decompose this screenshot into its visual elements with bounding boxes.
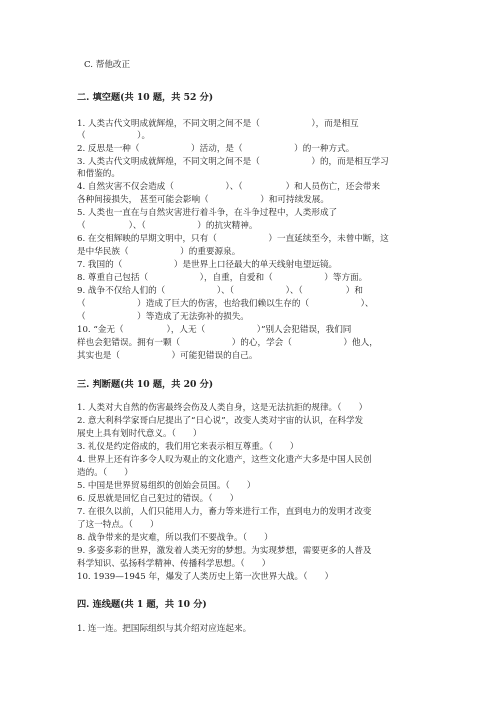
question-line: 2. 意大利科学家哥白尼提出了“日心说”，改变人类对宇宙的认识，在科学发: [77, 416, 364, 426]
question-line: 8. 尊重自己包括（ ），自重，自爱和（ ）等方面。: [77, 273, 368, 283]
question-line: 9. 战争不仅给人们的（ ）、（ ）、（ ）和: [77, 286, 363, 296]
question-line: 4. 自然灾害不仅会造成（ ）、（ ）和人员伤亡，还会带来: [77, 182, 381, 192]
question-line: 其实也是（ ）可能犯错误的自己。: [77, 351, 258, 361]
question-line: 3. 人类古代文明成就辉煌，不同文明之间不是（ ）的，而是相互学习: [77, 157, 389, 167]
question-line: 8. 战争带来的是灾难，所以我们不要战争。（ ）: [77, 533, 273, 543]
question-line: 1. 人类对大自然的伤害最终会伤及人类自身，这是无法抗拒的规律。（ ）: [77, 403, 368, 413]
question-line: 了这一特点。（ ）: [77, 520, 159, 530]
question-line: 7. 我国的（ ）是世界上口径最大的单天线射电望远镜。: [77, 260, 338, 270]
question-line: 科学知识、弘扬科学精神、传播科学思想。（ ）: [77, 559, 271, 569]
question-line: 6. 反思就是回忆自己犯过的错误。（ ）: [77, 494, 239, 504]
section-title-matching: 四. 连线题(共 1 题，共 10 分): [77, 599, 207, 610]
question-line: 3. 礼仪是约定俗成的，我们用它来表示相互尊重。（ ）: [77, 442, 299, 452]
question-line: 4. 世界上还有许多令人叹为观止的文化遗产，这些文化遗产大多是中国人民创: [77, 455, 372, 465]
question-line: 10. 1939—1945 年，爆发了人类历史上第一次世界大战。（ ）: [77, 572, 334, 582]
section-title-true-false: 三. 判断题(共 10 题，共 20 分): [77, 379, 214, 390]
question-line: 9. 多姿多彩的世界，激发着人类无穷的梦想。为实现梦想，需要更多的人普及: [77, 546, 372, 556]
question-line: 2. 反思是一种（ ）活动，是（ ）的一种方式。: [77, 144, 355, 154]
question-line: （ ）。: [77, 131, 151, 141]
answer-option-c: C. 帮他改正: [84, 60, 131, 70]
question-line: 6. 在交相辉映的早期文明中，只有（ ）一直延续至今，未曾中断，这: [77, 234, 389, 244]
section-title-fill-blank: 二. 填空题(共 10 题，共 52 分): [77, 92, 214, 103]
question-line: （ ）、（ ）的抗灾精神。: [77, 221, 258, 231]
question-line: 5. 人类也一直在与自然灾害进行着斗争，在斗争过程中，人类形成了: [77, 208, 338, 218]
question-line: 10. “金无（ ），人无（ ）”别人会犯错误，我们同: [77, 325, 352, 335]
question-line: 是中华民族（ ）的重要源泉。: [77, 247, 241, 257]
question-line: 和借鉴的。: [77, 169, 120, 179]
question-line: （ ）等造成了无法弥补的损失。: [77, 312, 249, 322]
question-line: 1. 人类古代文明成就辉煌，不同文明之间不是（ ），而是相互: [77, 119, 359, 129]
question-line: 造的。（ ）: [77, 468, 133, 478]
question-line: （ ）造成了巨大的伤害，也给我们赖以生存的（ ）、: [77, 299, 374, 309]
question-line: 5. 中国是世界贸易组织的创始会员国。（ ）: [77, 481, 256, 491]
question-line: 样也会犯错误。拥有一颗（ ）的心，学会（ ）他人，: [77, 338, 378, 348]
question-line: 7. 在很久以前，人们只能用人力，畜力等来进行工作，直到电力的发明才改变: [77, 507, 372, 517]
question-line: 各种间接损失， 甚至可能会影响（ ）和可持续发展。: [77, 195, 329, 205]
question-line: 1. 连一连。把国际组织与其介绍对应连起来。: [77, 624, 252, 634]
question-line: 展史上具有划时代意义。（ ）: [77, 429, 202, 439]
